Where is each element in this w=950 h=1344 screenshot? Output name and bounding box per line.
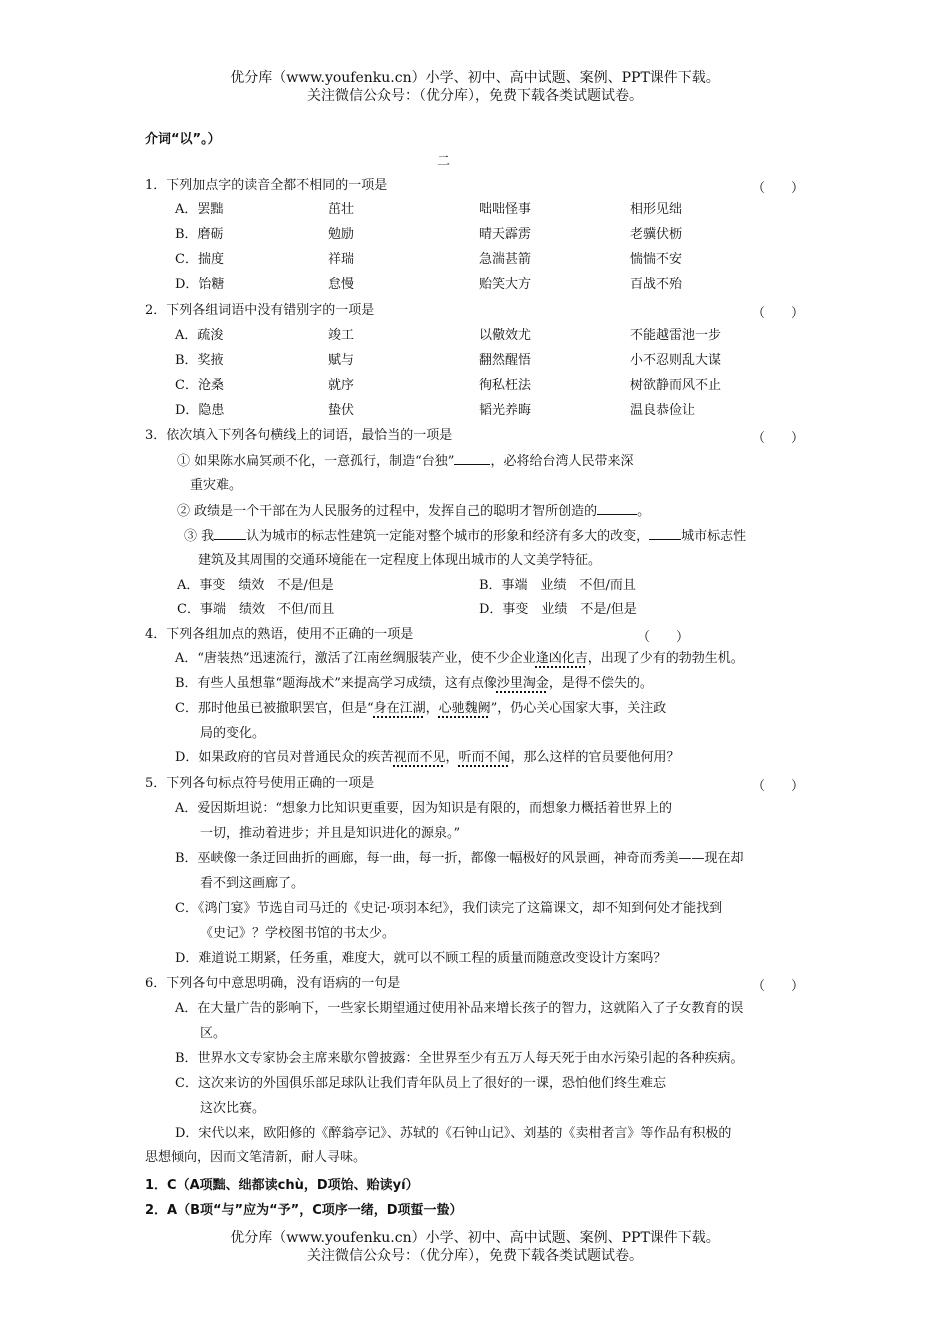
q5-option-c-line-2: 《史记》？学校图书馆的书太少。 [200, 926, 396, 941]
q2-b-4: 小不忍则乱大谋 [630, 353, 722, 368]
q4-c-part-1: C．那时他虽已被撤职罢官，但是“ [175, 701, 374, 716]
q5-option-b-line-2: 看不到这画廊了。 [200, 876, 305, 891]
footer-line-1: 优分库（www.youfenku.cn）小学、初中、高中试题、案例、PPT课件下载。 [230, 1230, 720, 1246]
q2-d-4: 温良恭俭让 [630, 403, 696, 418]
q2-a-4: 不能越雷池一步 [630, 328, 722, 343]
q4-d-part-3: ， [445, 750, 459, 765]
q4-c-idiom-1: 身在江湖 [373, 701, 426, 716]
q3-option-b: B．事端 业绩 不但/而且 [479, 578, 636, 593]
section-number: 二 [437, 154, 451, 169]
q6-option-a-line-1: A．在大量广告的影响下，一些家长期望通过使用补品来增长孩子的智力，这就陷入了子女教育的误 [175, 1001, 744, 1016]
q1-a-1: A．罢黜 [175, 202, 224, 217]
q3-stem: 3．依次填入下列各句横线上的词语，最恰当的一项是 [145, 428, 453, 443]
q1-d-4: 百战不殆 [630, 277, 683, 292]
q6-answer-paren: （ ） [752, 979, 805, 994]
q1-c-1: C．揣度 [175, 252, 224, 267]
answer-2: 2．A（B项“与”应为“予”，C项序一绪，D项蜇一蛰） [145, 1203, 463, 1218]
q3-s1-part-a: ① 如果陈水扁冥顽不化，一意孤行，制造“台独” [177, 454, 455, 469]
q3-answer-paren: （ ） [752, 431, 805, 446]
answer-1: 1．C（A项黜、绌都读chù，D项饴、贻读yí） [145, 1178, 419, 1193]
q3-s3-part-d: 建筑及其周围的交通环境能在一定程度上体现出城市的人文美学特征。 [198, 553, 602, 568]
q4-c-part-3: ， [425, 701, 439, 716]
q2-a-2: 竣工 [328, 328, 355, 343]
q4-a-idiom: 逢凶化吉 [535, 651, 588, 666]
q4-d-part-1: D．如果政府的官员对普通民众的疾苦 [175, 750, 394, 765]
q3-option-d: D．事变 业绩 不是/但是 [479, 602, 637, 617]
q5-answer-paren: （ ） [752, 779, 805, 794]
q4-b-part-1: B．有些人虽想靠“题海战术”来提高学习成绩，这有点像 [175, 676, 497, 691]
q2-b-1: B．奖掖 [175, 353, 224, 368]
q6-option-c-line-1: C．这次来访的外国俱乐部足球队让我们青年队员上了很好的一课，恐怕他们终生难忘 [175, 1076, 666, 1091]
q2-b-2: 赋与 [328, 353, 355, 368]
q1-stem: 1．下列加点字的读音全都不相同的一项是 [145, 178, 388, 193]
q4-a-part-1: A．“唐装热”迅速流行，激活了江南丝绸服装产业，使不少企业 [175, 651, 536, 666]
q4-option-a [175, 650, 744, 668]
q5-option-b-line-1: B．巫峡像一条迂回曲折的画廊，每一曲，每一折，都像一幅极好的风景画，神奇而秀美——现在却 [175, 851, 744, 866]
q1-d-3: 贻笑大方 [479, 277, 532, 292]
q3-option-c: C．事端 绩效 不但/而且 [177, 602, 335, 617]
q1-b-2: 勉励 [328, 227, 355, 242]
q4-d-idiom-1: 视而不见 [393, 750, 446, 765]
q1-c-3: 急湍甚箭 [479, 252, 532, 267]
q1-b-4: 老骥伏枥 [630, 227, 683, 242]
q2-c-1: C．沧桑 [175, 378, 224, 393]
q2-d-1: D．隐患 [175, 403, 225, 418]
q2-a-3: 以儆效尤 [479, 328, 532, 343]
q5-stem: 5．下列各句标点符号使用正确的一项是 [145, 776, 375, 791]
q4-a-part-3: ，出现了少有的勃勃生机。 [587, 651, 744, 666]
q3-s3-part-a: ③ 我 [184, 529, 215, 544]
q3-blank-2 [597, 502, 637, 515]
q6-option-d-line-1: D．宋代以来，欧阳修的《醉翁亭记》、苏轼的《石钟山记》、刘基的《卖柑者言》等作品有积极的 [175, 1126, 732, 1141]
q1-a-2: 茁壮 [328, 202, 355, 217]
q3-sentence-1 [177, 452, 633, 471]
q6-option-b: B．世界水文专家协会主席来歇尔曾披露：全世界至少有五万人每天死于由水污染引起的各种疾病。 [175, 1051, 744, 1066]
intro-text: 介词“以”。） [145, 132, 221, 147]
q3-sentence-2 [177, 502, 650, 521]
q3-sentence-3 [184, 527, 746, 546]
q1-b-3: 晴天霹雳 [479, 227, 532, 242]
q1-answer-paren: （ ） [752, 181, 805, 196]
q2-stem: 2．下列各组词语中没有错别字的一项是 [145, 303, 375, 318]
footer-line-2: 关注微信公众号：（优分库），免费下载各类试题试卷。 [307, 1248, 643, 1264]
q2-b-3: 翻然醒悟 [479, 353, 532, 368]
q4-option-b [175, 675, 653, 693]
q2-answer-paren: （ ） [752, 306, 805, 321]
q4-d-idiom-2: 听而不闻 [458, 750, 511, 765]
q4-c-part-5: ”，仍心关心国家大事，关注政 [490, 701, 667, 716]
q4-b-part-3: ，是得不偿失的。 [548, 676, 653, 691]
q2-d-3: 韬光养晦 [479, 403, 532, 418]
q1-d-2: 怠慢 [328, 277, 355, 292]
q5-option-a-line-2: 一切，推动着进步；并且是知识进化的源泉。” [200, 826, 461, 841]
q3-blank-1 [454, 452, 490, 465]
q4-option-c [175, 700, 666, 718]
q1-c-2: 祥瑞 [328, 252, 355, 267]
q4-stem: 4．下列各组加点的熟语，使用不正确的一项是 [145, 627, 414, 642]
q6-stem: 6．下列各句中意思明确，没有语病的一句是 [145, 976, 401, 991]
q3-s2-part-b: 。 [637, 504, 651, 519]
q3-s1-part-c: 重灾难。 [190, 478, 243, 493]
q2-c-2: 就序 [328, 378, 355, 393]
q4-d-part-5: ，那么这样的官员要他何用？ [510, 750, 680, 765]
q1-b-1: B．磨砺 [175, 227, 224, 242]
q5-option-a-line-1: A．爱因斯坦说：“想象力比知识更重要，因为知识是有限的，而想象力概括着世界上的 [175, 801, 673, 816]
header-line-2: 关注微信公众号：（优分库），免费下载各类试题试卷。 [307, 88, 643, 104]
q5-option-c-line-1: C．《鸿门宴》节选自司马迁的《史记·项羽本纪》，我们读完了这篇课文，却不知到何处才能找到 [175, 901, 723, 916]
q6-option-a-line-2: 区。 [200, 1026, 227, 1041]
q5-option-d: D．难道说工期紧，任务重，难度大，就可以不顾工程的质量而随意改变设计方案吗？ [175, 951, 667, 966]
q4-answer-paren: （ ） [637, 630, 690, 645]
q3-blank-4 [649, 527, 681, 540]
q6-option-c-line-2: 这次比赛。 [200, 1101, 266, 1116]
q1-c-4: 惴惴不安 [630, 252, 683, 267]
q4-option-d [175, 749, 680, 767]
q4-c-continued: 局的变化。 [200, 726, 266, 741]
q6-option-d-line-2: 思想倾向，因而文笔清新，耐人寻味。 [145, 1150, 367, 1165]
q2-a-1: A．疏浚 [175, 328, 224, 343]
q2-c-3: 徇私枉法 [479, 378, 532, 393]
q3-blank-3 [214, 527, 246, 540]
q3-s2-part-a: ② 政绩是一个干部在为人民服务的过程中，发挥自己的聪明才智所创造的 [177, 504, 598, 519]
q1-a-3: 咄咄怪事 [479, 202, 532, 217]
q1-a-4: 相形见绌 [630, 202, 683, 217]
q2-c-4: 树欲静而风不止 [630, 378, 722, 393]
q3-option-a: A．事变 绩效 不是/但是 [177, 578, 334, 593]
header-line-1: 优分库（www.youfenku.cn）小学、初中、高中试题、案例、PPT课件下载。 [230, 70, 720, 86]
q3-s3-part-b: 认为城市的标志性建筑一定能对整个城市的形象和经济有多大的改变， [246, 529, 650, 544]
q4-c-idiom-2: 心驰魏阙 [438, 701, 491, 716]
q3-s1-part-b: ，必将给台湾人民带来深 [490, 454, 634, 469]
q3-s3-part-c: 城市标志性 [681, 529, 747, 544]
q2-d-2: 蛰伏 [328, 403, 355, 418]
q4-b-idiom: 沙里淘金 [496, 676, 549, 691]
q1-d-1: D．饴糖 [175, 277, 225, 292]
